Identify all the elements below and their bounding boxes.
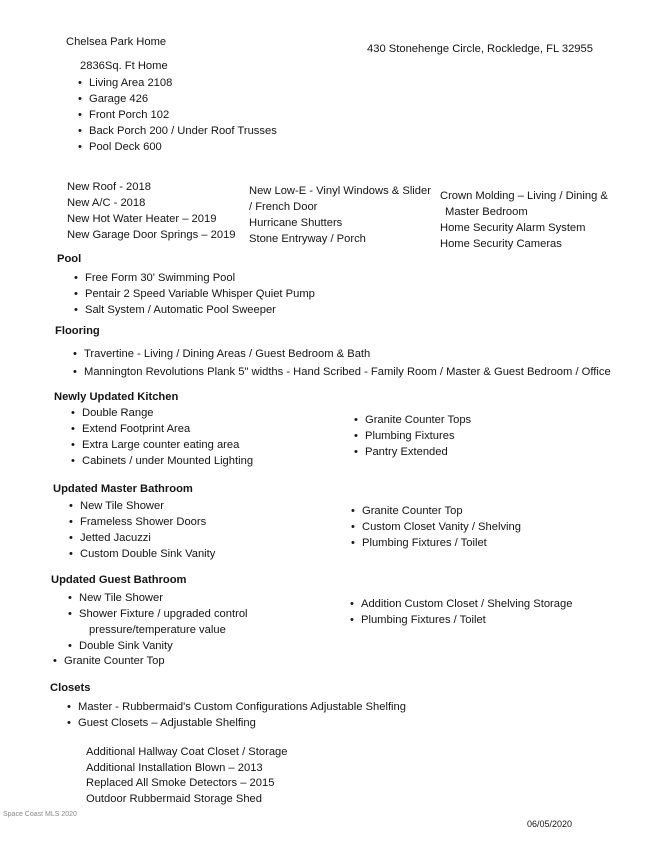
kitchen-list-right [365,412,471,460]
guest-bath-outer-list [64,653,165,669]
list-item: • Front Porch 102 [89,107,277,123]
page-title: Chelsea Park Home [66,36,167,48]
list-item: • Plumbing Fixtures / Toilet [361,612,572,628]
list-item: • Plumbing Fixtures [365,428,471,444]
list-item: • Living Area 2108 [89,75,277,91]
list-item: • Plumbing Fixtures / Toilet [362,535,521,551]
master-bath-list-right [362,503,521,551]
closets-extras [86,745,287,807]
extra-item: Outdoor Rubbermaid Storage Shed [86,792,263,805]
list-item: • Custom Closet Vanity / Shelving [362,519,521,535]
kitchen-heading: Newly Updated Kitchen [54,391,179,403]
list-item: • Extend Footprint Area [82,421,253,437]
list-item: • Granite Counter Top [64,653,165,669]
list-item-continuation: pressure/temperature value [89,624,226,636]
property-address: 430 Stonehenge Circle, Rockledge, FL 32955 [367,43,593,55]
mls-watermark: Space Coast MLS 2020 [3,811,77,818]
footer-date: 06/05/2020 [527,819,573,829]
extra-item: Replaced All Smoke Detectors – 2015 [86,777,275,789]
update-item: New Hot Water Heater – 2019 [67,213,217,225]
update-item: / French Door [249,201,318,213]
updates-column-2 [249,183,431,247]
master-bath-heading: Updated Master Bathroom [53,483,193,495]
list-item: • Jetted Jacuzzi [80,530,215,546]
list-item: • Granite Counter Tops [365,412,471,428]
list-item: • Master - Rubbermaid's Custom Configurations Adjustable Shelfing [78,699,406,715]
update-item: Home Security Cameras [440,238,562,250]
list-item: • Pool Deck 600 [89,139,277,155]
list-item: • Granite Counter Top [362,503,521,519]
list-item: • Double Range [82,405,253,421]
update-item: New Low-E - Vinyl Windows & Slider [249,185,431,197]
flooring-list [84,345,611,381]
area-list [89,75,277,155]
extra-item: Additional Installation Blown – 2013 [86,761,263,774]
update-item: Stone Entryway / Porch [249,233,366,245]
pool-heading: Pool [57,253,82,265]
closets-list [78,699,406,731]
list-item: • Travertine - Living / Dining Areas / Guest Bedroom & Bath [84,345,611,363]
list-item: • Shower Fixture / upgraded control [79,606,248,622]
update-item: Master Bedroom [445,206,528,218]
update-item: Crown Molding – Living / Dining & [440,190,608,202]
list-item: • Garage 426 [89,91,277,107]
updates-column-3 [440,188,608,252]
list-item: • Addition Custom Closet / Shelving Storage [361,596,572,612]
closets-heading: Closets [50,682,91,694]
kitchen-list-left [82,405,253,469]
list-item: • Extra Large counter eating area [82,437,253,453]
total-square-footage: 2836Sq. Ft Home [80,60,168,72]
flooring-heading: Flooring [55,325,100,337]
list-item: • New Tile Shower [80,498,215,514]
list-item: • Frameless Shower Doors [80,514,215,530]
update-item: Home Security Alarm System [440,222,586,234]
list-item: • Cabinets / under Mounted Lighting [82,453,253,469]
list-item: • Guest Closets – Adjustable Shelfing [78,715,406,731]
list-item: • Custom Double Sink Vanity [80,546,215,562]
updates-column-1 [67,179,236,243]
list-item: • Double Sink Vanity [79,638,248,654]
update-item: New Roof - 2018 [67,181,151,193]
list-item: • Free Form 30' Swimming Pool [85,270,315,286]
extra-item: Additional Hallway Coat Closet / Storage [86,746,288,758]
list-item: • Pentair 2 Speed Variable Whisper Quiet Pump [85,286,315,302]
update-item: Hurricane Shutters [249,217,343,229]
list-item: • Back Porch 200 / Under Roof Trusses [89,123,277,139]
list-item: • New Tile Shower [79,590,248,606]
list-item: • Mannington Revolutions Plank 5" widths - Hand Scribed - Family Room / Master & Guest Bedroom / Office [84,363,611,381]
pool-list [85,270,315,318]
list-item: • Salt System / Automatic Pool Sweeper [85,302,315,318]
update-item: New Garage Door Springs – 2019 [67,229,236,241]
guest-bath-list-left [79,590,248,654]
master-bath-list-left [80,498,215,562]
update-item: New A/C - 2018 [67,197,146,209]
guest-bath-heading: Updated Guest Bathroom [51,574,187,586]
list-item: • Pantry Extended [365,444,471,460]
guest-bath-list-right [361,596,572,628]
